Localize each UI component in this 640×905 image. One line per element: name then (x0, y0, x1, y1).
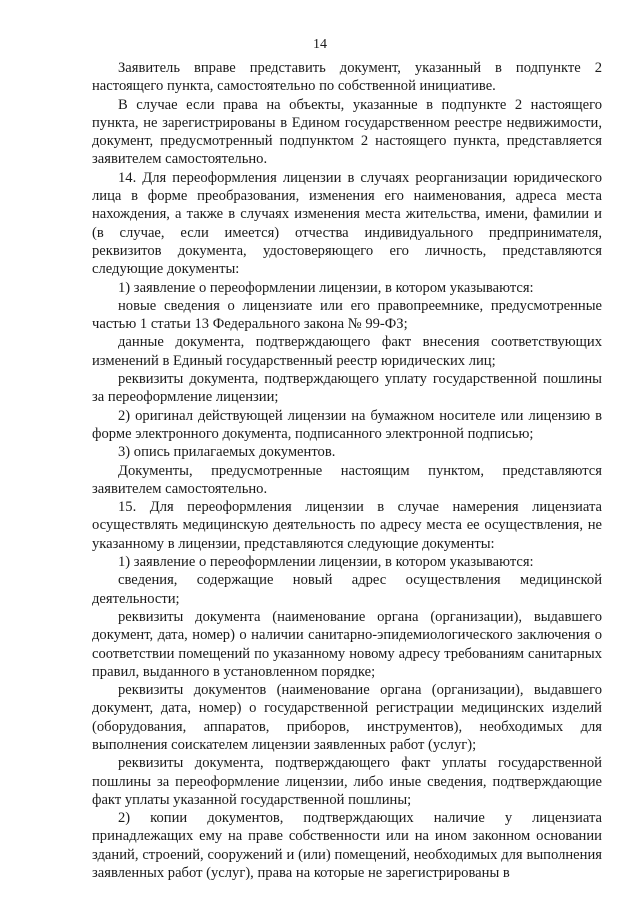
paragraph: 15. Для переоформления лицензии в случае намерения лицензиата осуществлять медицинскую деятельность по адресу места ее осуществления, не указанному в лицензии, представляются следующие документы: (92, 499, 602, 552)
paragraph: реквизиты документа (наименование органа (организации), выдавшего документ, дата, номер) о наличии санитарно-эпидемиологического заключения о соответствии помещений по указанному новому адресу требованиям санитарных правил, выданного в установленном порядке; (92, 608, 602, 680)
document-body (92, 59, 602, 882)
paragraph: Документы, предусмотренные настоящим пунктом, представляются заявителем самостоятельно. (92, 462, 602, 497)
paragraph: данные документа, подтверждающего факт внесения соответствующих изменений в Единый государственный реестр юридических лиц; (92, 334, 602, 369)
paragraph: реквизиты документов (наименование органа (организации), выдавшего документ, дата, номер) о государственной регистрации медицинских изделий (оборудования, аппаратов, приборов, инструментов), необходимых для выполнения соискателем лицензии заявленных работ (услуг); (92, 682, 602, 753)
paragraph: сведения, содержащие новый адрес осуществления медицинской деятельности; (92, 572, 602, 607)
list-item: 1) заявление о переоформлении лицензии, в котором указываются: (118, 279, 534, 296)
paragraph: 14. Для переоформления лицензии в случаях реорганизации юридического лица в форме преобразования, изменения его наименования, адреса места нахождения, а также в случаях изменения места жительства, имени, фамилии и (в случае, если имеется) отчества индивидуального предпринимателя, реквизитов документа, удостоверяющего его личность, представляются следующие документы: (92, 169, 602, 278)
list-item: 3) опись прилагаемых документов. (118, 444, 336, 461)
list-item: 2) копии документов, подтверждающих наличие у лицензиата принадлежащих ему на праве собственности или на ином законном основании зданий, строений, сооружений и (или) помещений, необходимых для выполнения заявленных работ (услуг), права на которые не зарегистрированы в (92, 810, 602, 882)
list-item: 1) заявление о переоформлении лицензии, в котором указываются: (118, 554, 534, 571)
paragraph: новые сведения о лицензиате или его правопреемнике, предусмотренные частью 1 статьи 13 Федерального закона № 99-ФЗ; (92, 297, 602, 333)
paragraph: реквизиты документа, подтверждающего уплату государственной пошлины за переоформление лицензии; (92, 371, 602, 406)
paragraph: реквизиты документа, подтверждающего факт уплаты государственной пошлины за переоформление лицензии, либо иные сведения, подтверждающие факт уплаты указанной государственной пошлины; (92, 755, 602, 808)
paragraph: В случае если права на объекты, указанные в подпункте 2 настоящего пункта, не зарегистрированы в Едином государственном реестре недвижимости, документ, предусмотренный подпунктом 2 настоящего пункта, представляется заявителем самостоятельно. (92, 96, 602, 168)
page-number: 14 (313, 37, 327, 52)
list-item: 2) оригинал действующей лицензии на бумажном носителе или лицензию в форме электронного документа, подписанного электронной подписью; (92, 407, 602, 442)
paragraph: Заявитель вправе представить документ, указанный в подпункте 2 настоящего пункта, самостоятельно по собственной инициативе. (92, 60, 602, 95)
